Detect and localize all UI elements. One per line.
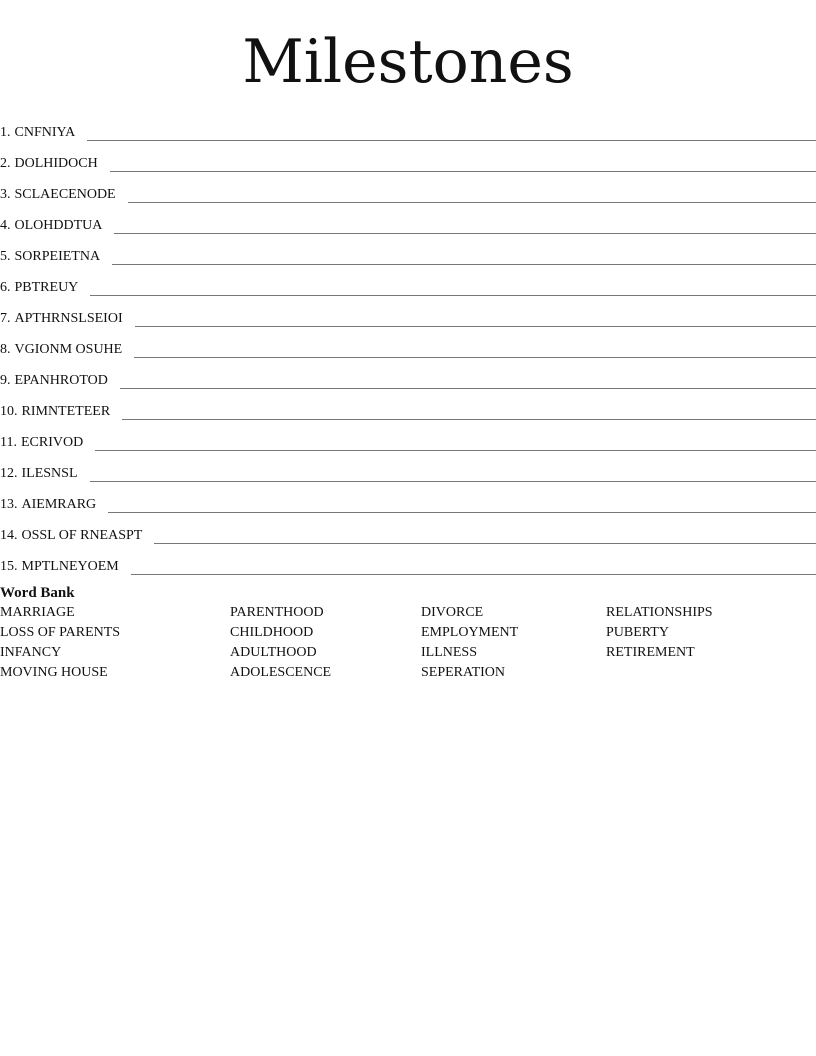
- word-bank-item: RETIREMENT: [606, 645, 695, 660]
- item-number: 11.: [0, 435, 17, 450]
- scrambled-word: DOLHIDOCH: [14, 156, 98, 171]
- scrambled-word: VGIONM OSUHE: [14, 342, 123, 357]
- answer-line[interactable]: [128, 201, 816, 203]
- word-bank-item: SEPERATION: [421, 665, 506, 680]
- answer-line[interactable]: [108, 511, 816, 513]
- scramble-row: [0, 236, 816, 267]
- word-bank-item: MARRIAGE: [0, 605, 75, 620]
- answer-line[interactable]: [87, 139, 816, 141]
- scramble-row: [0, 267, 816, 298]
- item-number: 9.: [0, 373, 11, 388]
- scrambled-word: PBTREUY: [14, 280, 79, 295]
- scrambled-word: EPANHROTOD: [14, 373, 108, 388]
- scrambled-word: OLOHDDTUA: [14, 218, 103, 233]
- scrambled-word: AIEMRARG: [21, 497, 97, 512]
- item-number: 13.: [0, 497, 18, 512]
- item-number: 10.: [0, 404, 18, 419]
- item-number: 7.: [0, 311, 11, 326]
- answer-line[interactable]: [120, 387, 816, 389]
- word-bank-title: Word Bank: [0, 585, 75, 601]
- scrambled-word: SORPEIETNA: [14, 249, 101, 264]
- scrambled-word: ILESNSL: [21, 466, 78, 481]
- item-number: 3.: [0, 187, 11, 202]
- item-number: 4.: [0, 218, 11, 233]
- scramble-row: [0, 329, 816, 360]
- item-number: 14.: [0, 528, 18, 543]
- item-number: 1.: [0, 125, 11, 140]
- scrambled-word: OSSL OF RNEASPT: [21, 528, 143, 543]
- answer-line[interactable]: [95, 449, 816, 451]
- answer-line[interactable]: [110, 170, 816, 172]
- item-number: 12.: [0, 466, 18, 481]
- scramble-row: [0, 298, 816, 329]
- answer-line[interactable]: [131, 573, 816, 575]
- scramble-row: [0, 112, 816, 143]
- word-bank-item: MOVING HOUSE: [0, 665, 108, 680]
- word-bank-item: CHILDHOOD: [230, 625, 314, 640]
- scramble-row: [0, 391, 816, 422]
- answer-line[interactable]: [114, 232, 816, 234]
- word-bank-column: [606, 603, 713, 663]
- word-bank-column: [0, 603, 120, 683]
- word-bank-column: [230, 603, 331, 683]
- item-number: 15.: [0, 559, 18, 574]
- scramble-row: [0, 515, 816, 546]
- page-title: Milestones: [242, 27, 574, 97]
- word-bank-item: ILLNESS: [421, 645, 477, 660]
- answer-line[interactable]: [112, 263, 816, 265]
- item-number: 2.: [0, 156, 11, 171]
- word-bank-column: [421, 603, 518, 683]
- scrambled-word: RIMNTETEER: [21, 404, 111, 419]
- word-bank-item: ADOLESCENCE: [230, 665, 332, 680]
- word-bank-item: EMPLOYMENT: [421, 625, 519, 640]
- answer-line[interactable]: [122, 418, 816, 420]
- word-bank-item: PUBERTY: [606, 625, 669, 640]
- scrambled-word: ECRIVOD: [20, 435, 84, 450]
- scrambled-word: SCLAECENODE: [14, 187, 116, 202]
- scrambled-word: APTHRNSLSEIOI: [14, 311, 123, 326]
- answer-line[interactable]: [135, 325, 816, 327]
- scramble-row: [0, 143, 816, 174]
- item-number: 6.: [0, 280, 11, 295]
- word-bank-item: INFANCY: [0, 645, 62, 660]
- scramble-row: [0, 484, 816, 515]
- item-number: 5.: [0, 249, 11, 264]
- scramble-row: [0, 546, 816, 577]
- word-bank-item: LOSS OF PARENTS: [0, 625, 121, 640]
- scramble-row: [0, 422, 816, 453]
- word-bank-item: RELATIONSHIPS: [606, 605, 713, 620]
- answer-line[interactable]: [90, 294, 816, 296]
- scramble-row: [0, 453, 816, 484]
- answer-line[interactable]: [134, 356, 816, 358]
- answer-line[interactable]: [90, 480, 816, 482]
- scrambled-word: MPTLNEYOEM: [21, 559, 119, 574]
- word-bank-item: DIVORCE: [421, 605, 484, 620]
- scramble-row: [0, 205, 816, 236]
- scramble-list: [0, 112, 816, 577]
- word-bank: [0, 603, 816, 683]
- answer-line[interactable]: [154, 542, 816, 544]
- scramble-row: [0, 174, 816, 205]
- item-number: 8.: [0, 342, 11, 357]
- word-bank-item: ADULTHOOD: [230, 645, 317, 660]
- scramble-row: [0, 360, 816, 391]
- word-bank-item: PARENTHOOD: [230, 605, 324, 620]
- scrambled-word: CNFNIYA: [14, 125, 76, 140]
